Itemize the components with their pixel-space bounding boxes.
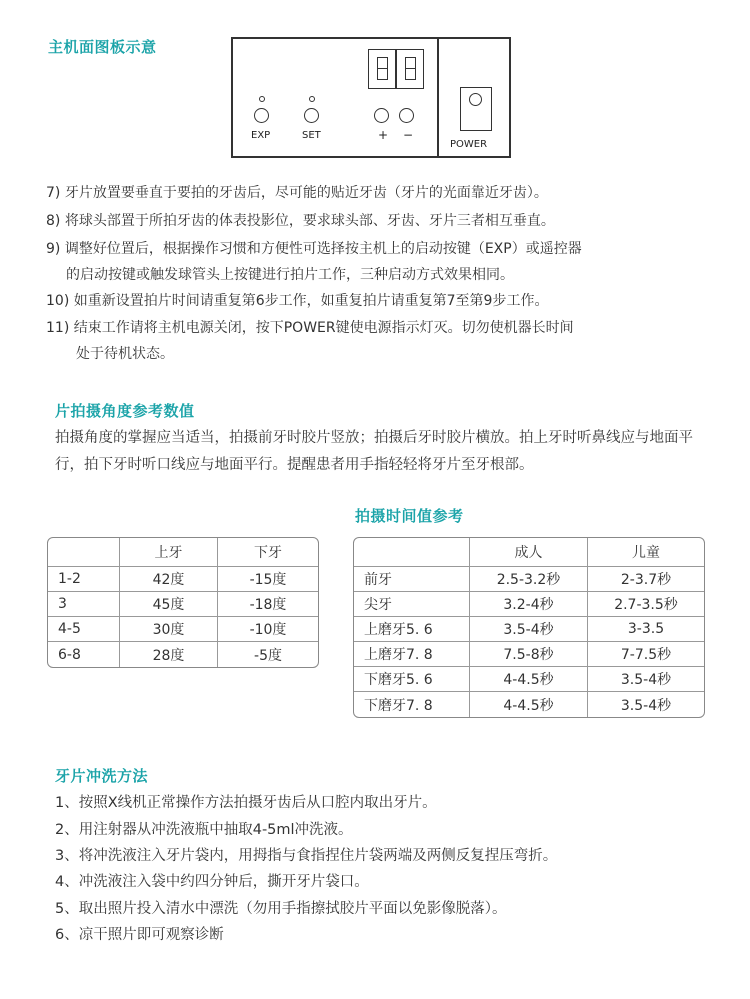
table-cell: 42度 <box>120 567 218 592</box>
time-table <box>353 537 705 718</box>
panel-divider <box>437 39 439 156</box>
exp-indicator-led <box>259 96 265 102</box>
table-cell: 1-2 <box>48 567 120 592</box>
minus-label: − <box>403 128 414 142</box>
wash-step-4: 4、冲洗液注入袋中约四分钟后，撕开牙片袋口。 <box>55 874 369 890</box>
table-cell: 28度 <box>120 642 218 667</box>
wash-step-5: 5、取出照片投入清水中漂洗（勿用手指擦拭胶片平面以免影像脱落）。 <box>55 901 507 917</box>
power-indicator <box>469 93 482 106</box>
table-cell: 7.5-8秒 <box>470 642 588 667</box>
plus-label: + <box>378 128 389 142</box>
wash-section-title: 牙片冲洗方法 <box>55 767 149 785</box>
table-cell: 7-7.5秒 <box>588 642 704 667</box>
table-row <box>48 592 318 617</box>
table-header-cell <box>48 538 120 567</box>
table-cell: 4-4.5秒 <box>470 692 588 717</box>
table-cell: 2-3.7秒 <box>588 567 704 592</box>
panel-section-title: 主机面图板示意 <box>48 38 157 56</box>
table-cell: -15度 <box>218 567 318 592</box>
table-row <box>354 567 704 592</box>
table-row <box>48 538 318 567</box>
table-cell: 3.5-4秒 <box>620 697 672 714</box>
table-cell: 下磨牙7. 8 <box>354 692 470 717</box>
table-cell: 30度 <box>120 617 218 642</box>
table-cell: -10度 <box>218 617 318 642</box>
exp-button <box>254 108 269 123</box>
table-cell: 3-3.5 <box>588 617 704 642</box>
table-row <box>48 642 318 667</box>
control-panel-diagram <box>231 37 511 158</box>
step-11: 11) 结束工作请将主机电源关闭，按下POWER键使电源指示灯灭。切勿使机器长时间 <box>46 320 574 336</box>
table-row <box>354 692 704 717</box>
table-header-cell: 儿童 <box>588 538 704 567</box>
plus-button <box>374 108 389 123</box>
table-cell: 6-8 <box>48 642 120 667</box>
table-cell: 3.2-4秒 <box>470 592 588 617</box>
minus-button <box>399 108 414 123</box>
set-label: SET <box>302 130 321 141</box>
table-cell: 4-5 <box>48 617 120 642</box>
table-cell: 上磨牙7. 8 <box>354 642 470 667</box>
table-cell: -5度 <box>254 647 282 664</box>
digit-display <box>368 49 424 89</box>
step-7: 7) 牙片放置要垂直于要拍的牙齿后，尽可能的贴近牙齿（牙片的光面靠近牙齿）。 <box>46 185 548 201</box>
table-cell: 45度 <box>120 592 218 617</box>
table-header-cell <box>354 538 470 567</box>
exp-label: EXP <box>251 130 271 141</box>
table-row <box>354 667 704 692</box>
table-cell: 3 <box>48 592 120 617</box>
time-table-title: 拍摄时间值参考 <box>355 507 464 525</box>
set-indicator-led <box>309 96 315 102</box>
table-cell: -18度 <box>218 592 318 617</box>
table-cell: 下磨牙5. 6 <box>354 667 470 692</box>
table-row <box>354 538 704 567</box>
wash-step-6: 6、凉干照片即可观察诊断 <box>55 927 224 943</box>
digit-1-glyph-lower <box>377 68 388 80</box>
table-row <box>354 592 704 617</box>
step-11-continued: 处于待机状态。 <box>76 346 174 362</box>
table-row <box>354 642 704 667</box>
table-cell: 3.5-4秒 <box>588 667 704 692</box>
set-button <box>304 108 319 123</box>
wash-step-3: 3、将冲洗液注入牙片袋内，用拇指与食指捏住片袋两端及两侧反复捏压弯折。 <box>55 848 558 864</box>
table-cell: 4-4.5秒 <box>470 667 588 692</box>
step-10: 10) 如重新设置拍片时间请重复第6步工作，如重复拍片请重复第7至第9步工作。 <box>46 293 549 309</box>
table-row <box>48 567 318 592</box>
table-header-cell: 上牙 <box>120 538 218 567</box>
step-8: 8) 将球头部置于所拍牙齿的体表投影位，要求球头部、牙齿、牙片三者相互垂直。 <box>46 213 555 229</box>
table-cell: 3.5-4秒 <box>470 617 588 642</box>
table-cell: 2.5-3.2秒 <box>470 567 588 592</box>
angle-section-text: 拍摄角度的掌握应当适当，拍摄前牙时胶片竖放；拍摄后牙时胶片横放。拍上牙时听鼻线应与地面平行，拍下牙时听口线应与地面平行。提醒患者用手指轻轻将牙片至牙根部。 <box>55 430 693 473</box>
table-cell: 前牙 <box>354 567 470 592</box>
table-cell: 上磨牙5. 6 <box>354 617 470 642</box>
wash-step-2: 2、用注射器从冲洗液瓶中抽取4-5ml冲洗液。 <box>55 822 353 838</box>
table-row <box>48 617 318 642</box>
step-9-continued: 的启动按键或触发球管头上按键进行拍片工作，三种启动方式效果相同。 <box>66 267 514 283</box>
table-cell: 尖牙 <box>354 592 470 617</box>
angle-section-title: 片拍摄角度参考数值 <box>55 402 195 420</box>
digit-2-glyph-lower <box>405 68 416 80</box>
digit-separator <box>395 50 397 88</box>
table-row <box>354 617 704 642</box>
table-header-cell: 成人 <box>470 538 588 567</box>
wash-step-1: 1、按照X线机正常操作方法拍摄牙齿后从口腔内取出牙片。 <box>55 795 437 811</box>
step-9: 9) 调整好位置后，根据操作习惯和方便性可选择按主机上的启动按键（EXP）或遥控器 <box>46 241 582 257</box>
angle-table <box>47 537 319 668</box>
table-header-cell: 下牙 <box>218 538 318 567</box>
table-cell: 2.7-3.5秒 <box>588 592 704 617</box>
power-switch <box>460 87 492 131</box>
power-label: POWER <box>450 139 488 150</box>
